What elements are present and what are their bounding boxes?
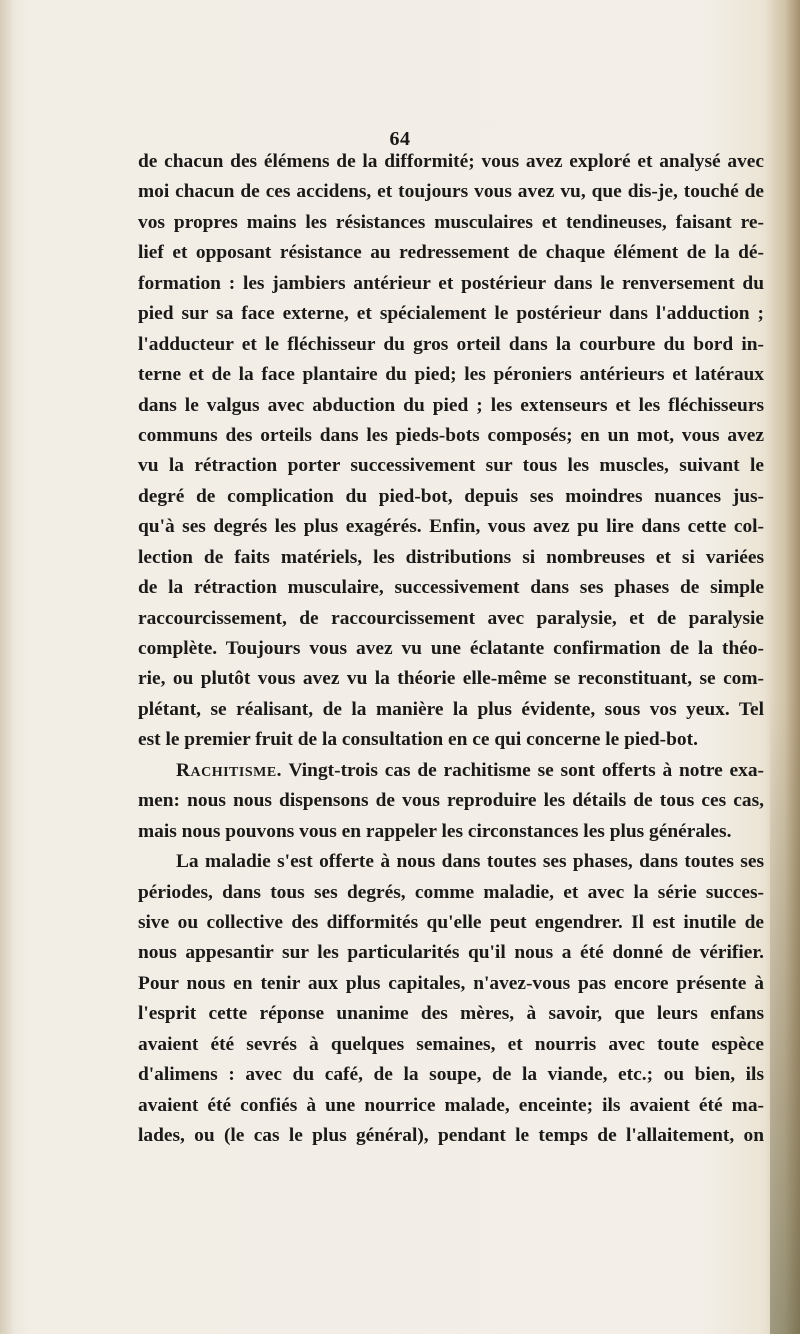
text-line: moi chacun de ces accidens, et toujours vous avez vu, que dis-je, touché de (138, 181, 764, 203)
text-line: lades, ou (le cas le plus général), pendant le temps de l'allaitement, on (138, 1125, 764, 1146)
text-line: de la rétraction musculaire, successivement dans ses phases de simple (138, 577, 764, 599)
text-line: rie, ou plutôt vous avez vu la théorie elle-même se reconstituant, se com- (138, 668, 764, 690)
text-line: mais nous pouvons vous en rappeler les circonstances les plus générales. (138, 820, 732, 842)
section-heading: Rachitisme. (176, 759, 283, 781)
text-line: périodes, dans tous ses degrés, comme maladie, et avec la série succes- (138, 881, 764, 903)
text-line: lection de faits matériels, les distributions si nombreuses et si variées (138, 546, 764, 568)
text-line: est le premier fruit de la consultation en ce qui concerne le pied-bot. (138, 729, 698, 751)
text-line: qu'à ses degrés les plus exagérés. Enfin, vous avez pu lire dans cette col- (138, 516, 764, 538)
text-line: Pour nous en tenir aux plus capitales, n'avez-vous pas encore présente à (138, 972, 764, 994)
text-line: La maladie s'est offerte à nous dans toutes ses phases, dans toutes ses (176, 851, 764, 873)
text-line: men: nous nous dispensons de vous reproduire les détails de tous ces cas, (138, 790, 764, 812)
page-left-edge-shadow (0, 0, 14, 1334)
text-line: degré de complication du pied-bot, depuis ses moindres nuances jus- (138, 485, 764, 507)
text-line: vu la rétraction porter successivement sur tous les muscles, suivant le (138, 455, 764, 477)
text-line: dans le valgus avec abduction du pied ; les extenseurs et les fléchisseurs (138, 394, 764, 416)
page-number: 64 (389, 128, 411, 150)
text-line: plétant, se réalisant, de la manière la plus évidente, sous vos yeux. Tel (138, 698, 764, 720)
text-line: communs des orteils dans les pieds-bots composés; en un mot, vous avez (138, 424, 764, 446)
text-line: raccourcissement, de raccourcissement avec paralysie, et de paralysie (138, 607, 764, 629)
text-line: avaient été confiés à une nourrice malade, enceinte; ils avaient été ma- (138, 1094, 764, 1116)
text-line: lief et opposant résistance au redressement de chaque élément de la dé- (138, 242, 764, 264)
text-line: terne et de la face plantaire du pied; les péroniers antérieurs et latéraux (138, 364, 764, 386)
body-text (138, 147, 764, 1151)
page-edge-stain (770, 700, 800, 1334)
text-line: d'alimens : avec du café, de la soupe, de la viande, etc.; ou bien, ils (138, 1064, 764, 1086)
text-line: pied sur sa face externe, et spécialement le postérieur dans l'adduction ; (138, 303, 764, 325)
text-line: sive ou collective des difformités qu'elle peut engendrer. Il est inutile de (138, 911, 764, 933)
text-line: de chacun des élémens de la difformité; vous avez exploré et analysé avec (138, 151, 764, 172)
text-line: avaient été sevrés à quelques semaines, et nourris avec toute espèce (138, 1033, 764, 1055)
text-line: vos propres mains les résistances musculaires et tendineuses, faisant re- (138, 211, 764, 233)
text-line: complète. Toujours vous avez vu une éclatante confirmation de la théo- (138, 638, 764, 659)
text-line: nous appesantir sur les particularités qu'il nous a été donné de vérifier. (138, 942, 764, 964)
text-line: formation : les jambiers antérieur et postérieur dans le renversement du (138, 272, 764, 294)
section-first-line-text: Vingt-trois cas de rachitisme se sont offerts à notre exa- (288, 759, 764, 781)
section-first-line (138, 756, 764, 786)
text-line: l'adducteur et le fléchisseur du gros orteil dans la courbure du bord in- (138, 333, 764, 355)
text-line: l'esprit cette réponse unanime des mères, à savoir, que leurs enfans (138, 1003, 764, 1025)
